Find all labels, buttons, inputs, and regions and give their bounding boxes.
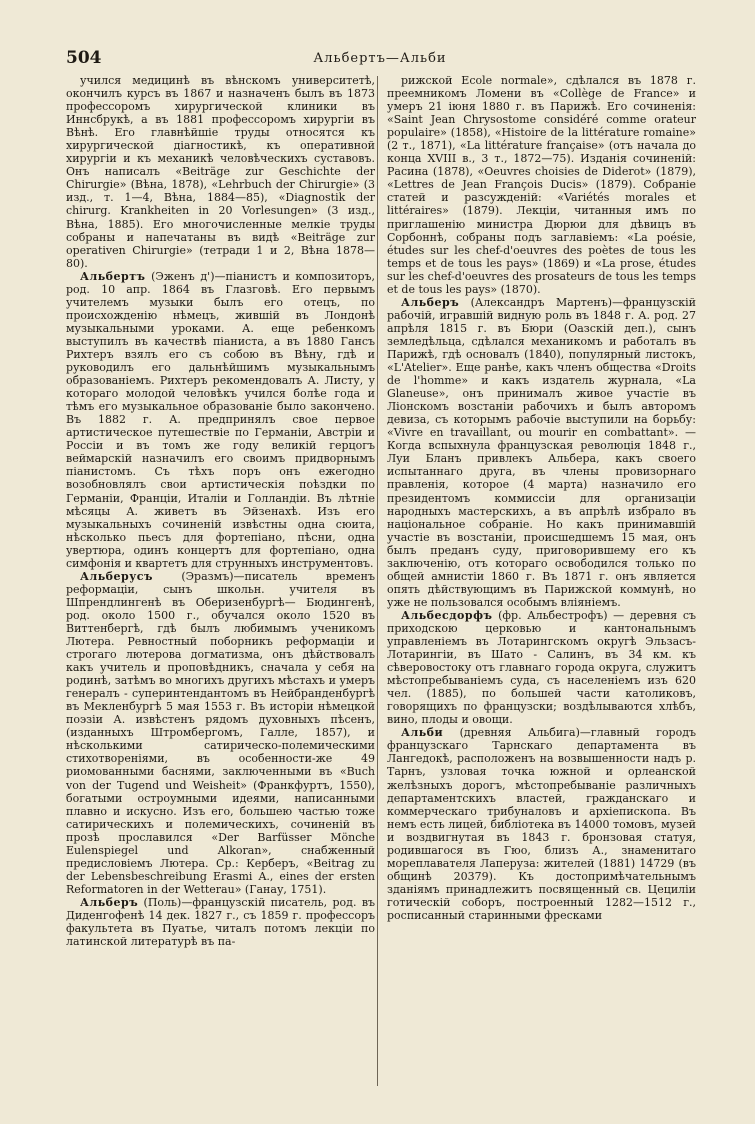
entry-text: (Эженъ д')—піанистъ и композиторъ, род. 10 апр. 1864 въ Глазговѣ. Его первымъ учителемъ музыки былъ его отецъ, по происхожденію нѣмецъ, жившій въ Лондонѣ музыкальными уроками. А. еще ребенкомъ выступилъ въ качествѣ піаниста, а въ 1880 Гансъ Рихтеръ взялъ его съ собою въ Вѣну, гдѣ и руководилъ его дальнѣйшимъ музыкальнымъ образованіемъ. Рихтеръ рекомендовалъ А. Листу, у котораго молодой человѣкъ учился болѣе года и тѣмъ его музыкальное образованіе было закончено. Въ 1882 г. А. предпринялъ свое первое артистическое путешествіе по Германіи, Австріи и Россіи и въ томъ же году великій герцогъ веймарскій назначилъ его своимъ придворнымъ піанистомъ. Съ тѣхъ поръ онъ ежегодно возобновлялъ свои артистическія поѣздки по Германіи, Франціи, Италіи и Голландіи. Въ лѣтніе мѣсяцы А. живетъ въ Эйзенахѣ. Изъ его музыкальныхъ сочиненій извѣстны одна сюита, нѣсколько пьесъ для фортепіано, пѣсни, одна увертюра, одинъ концертъ для фортепіано, одна симфонія и квартетъ для струнныхъ инструментовъ. <box>66 269 375 570</box>
entry-continuation <box>66 74 375 270</box>
column-divider <box>377 76 378 1086</box>
entry-albi <box>387 726 696 922</box>
entry-albert-paul <box>66 896 375 948</box>
entry-headword: Альберъ <box>401 295 460 309</box>
entry-text: (древняя Альбига)—главный городъ французскаго Тарнскаго департамента въ Лангедокѣ, расположенъ на возвышенности надъ р. Тарнъ, узловая точка южной и орлеанской желѣзныхъ дорогъ, мѣстопребываніе различныхъ департаментскихъ властей, гражданскаго и коммерческаго трибуналовъ и архіепископа. Въ немъ есть лицей, библіотека въ 14000 томовъ, музей и воздвигнутая въ 1843 г. бронзовая статуя, родившагося въ Гюо, близъ А., знаменитаго мореплавателя Лаперуза: жителей (1881) 14729 (въ общинѣ 20379). Къ достопримѣчательнымъ зданіямъ принадлежитъ посвященный св. Цециліи готическій соборъ, построенный 1282—1512 г., росписанный старинными фресками <box>387 726 696 922</box>
entry-text: (фр. Альбестрофъ) — деревня съ приходскою церковью и кантональнымъ управленіемъ въ Лотарингскомъ округѣ Эльзасъ-Лотарингіи, въ Шато - Салинъ, въ 34 км. къ сѣверовостоку отъ главнаго города округа, служитъ мѣстопребываніемъ суда, съ населеніемъ изъ 620 чел. (1885), по большей части католиковъ, говорящихъ по французски; воздѣлываются хлѣбъ, вино, плоды и овощи. <box>387 608 696 727</box>
entry-headword: Альби <box>401 726 444 740</box>
entry-albesdorf <box>387 609 696 726</box>
entry-continuation <box>387 74 696 296</box>
entry-headword: Альберъ <box>80 895 139 909</box>
entry-text: учился медицинѣ въ вѣнскомъ университетѣ, окончилъ курсъ въ 1867 и назначенъ былъ въ 1873 профессоромъ хирургической клиники въ Иннсбрукѣ, а въ 1881 профессоромъ хирургіи въ Вѣнѣ. Его главнѣйшіе труды относятся къ хирургической діагностикѣ, къ оперативной хирургіи и къ механикѣ человѣческихъ суставовъ. Онъ написалъ «Beiträge zur Geschichte der Chirurgie» (Вѣна, 1878), «Lehrbuch der Chirurgie» (3 изд., т. 1—4, Вѣна, 1884—85), «Diagnostik der chirurg. Krankheiten in 20 Vorlesungen» (3 изд., Вѣна, 1885). Его многочисленные мелкіе труды собраны и напечатаны въ видѣ «Beiträge zur operativen Chirurgie» (тетради 1 и 2, Вѣна 1878—80). <box>66 74 375 270</box>
entry-headword: Альбертъ <box>80 269 146 283</box>
running-title: Альбертъ—Альби <box>313 51 447 66</box>
entry-albert-alexandre <box>387 296 696 609</box>
entry-text: (Поль)—французскій писатель, род. въ Диденгофенѣ 14 дек. 1827 г., съ 1859 г. профессоръ факультета въ Пуатье, читалъ потомъ лекціи по латинской литературѣ въ па- <box>66 895 376 949</box>
right-column <box>387 74 696 922</box>
entry-headword: Альберусъ <box>80 569 153 583</box>
entry-alberus <box>66 570 375 896</box>
page-number: 504 <box>66 48 102 68</box>
entry-text: рижской Ecole normale», сдѣлался въ 1878 г. преемникомъ Ломени въ «Collège de France» и умеръ 21 іюня 1880 г. въ Парижѣ. Его сочиненія: «Saint Jean Chrysostome considéré comme orateur populaire» (1858), «Histoire de la littérature romaine» (2 т., 1871), «La littérature française» (отъ начала до конца XVIII в., 3 т., 1872—75). Изданія сочиненій: Расина (1878), «Oeuvres choisies de Diderot» (1879), «Lettres de Jean François Ducis» (1879). Собраніе статей и разсужденій: «Variétés morales et littéraires» (1879). Лекціи, читанныя имъ по приглашенію министра Дюрюи для дѣвицъ въ Сорбоннѣ, собраны подъ заглавіемъ: «La poésie, études sur les chef-d'oeuvres des poètes de tous les temps et de tous les pays» (1869) и «La prose, études sur les chef-d'oeuvres des prosateurs de tous les temps et de tous les pays» (1870). <box>387 74 696 296</box>
entry-headword: Альбесдорфъ <box>401 608 493 622</box>
entry-text: (Александръ Мартенъ)—французскій рабочій, игравшій видную роль въ 1848 г. А. род. 27 апрѣля 1815 г. въ Бюри (Оазскій деп.), сынъ земледѣльца, сдѣлался механикомъ и работалъ въ Парижѣ, гдѣ основалъ (1840), популярный листокъ, «L'Atelier». Еще ранѣе, какъ членъ общества «Droits de l'homme» и какъ издатель журнала, «La Glaneuse», онъ принималъ живое участіе въ Ліонскомъ возстаніи рабочихъ и былъ авторомъ девиза, съ которымъ рабочіе выступили на борьбу: «Vivre en travaillant, ou mourir en combattant». —Когда вспыхнула французская революція 1848 г., Луи Бланъ привлекъ Альбера, какъ своего испытаннаго друга, въ члены провизорнаго правленія, которое (4 марта) назначило его президентомъ коммиссіи для организаціи народныхъ мастерскихъ, а въ апрѣлѣ избрало въ національное собраніе. Но какъ принимавшій участіе въ возстаніи, происшедшемъ 15 мая, онъ былъ преданъ суду, приговорившему его къ заключенію, отъ котораго освободился только по общей амнистіи 1860 г. Въ 1871 г. онъ является опять дѣйствующимъ въ Парижской коммунѣ, но уже не пользовался особымъ вліяніемъ. <box>387 295 696 609</box>
page-header <box>66 48 694 70</box>
entry-text: (Эразмъ)—писатель временъ реформаціи, сынъ школьн. учителя въ Шпрендлингенѣ въ Оберизенбургѣ— Бюдингенѣ, род. около 1500 г., обучался около 1520 въ Виттенбергѣ, гдѣ былъ любимымъ ученикомъ Лютера. Ревностный поборникъ реформаціи и строгаго лютерова догматизма, онъ дѣйствовалъ какъ учитель и проповѣдникъ, сначала у себя на родинѣ, затѣмъ во многихъ другихъ мѣстахъ и умеръ генералъ - суперинтендантомъ въ Нейбранденбургѣ въ Мекленбургѣ 5 мая 1553 г. Въ исторіи нѣмецкой поэзіи А. извѣстенъ рядомъ духовныхъ пѣсенъ, (изданныхъ Штромбергомъ, Галле, 1857), и нѣсколькими сатирическо-полемическими стихотвореніями, въ особенности-же 49 риомованными баснями, заключенными въ «Buch von der Tugend und Weisheit» (Франкфуртъ, 1550), богатыми остроумными идеями, написанными плавно и искусно. Изъ его, большею частью тоже сатирическихъ и полемическихъ, сочиненій въ прозѣ прославился «Der Barfüsser Mönche Eulenspiegel und Alkoran», снабженный предисловіемъ Лютера. Ср.: Керберъ, «Beitrag zu der Lebensbeschreibung Erasmi A., eines der ersten Reformatoren in der Wetterau» (Ганау, 1751). <box>66 569 376 896</box>
left-column <box>66 74 375 948</box>
entry-albert-eugene <box>66 270 375 570</box>
